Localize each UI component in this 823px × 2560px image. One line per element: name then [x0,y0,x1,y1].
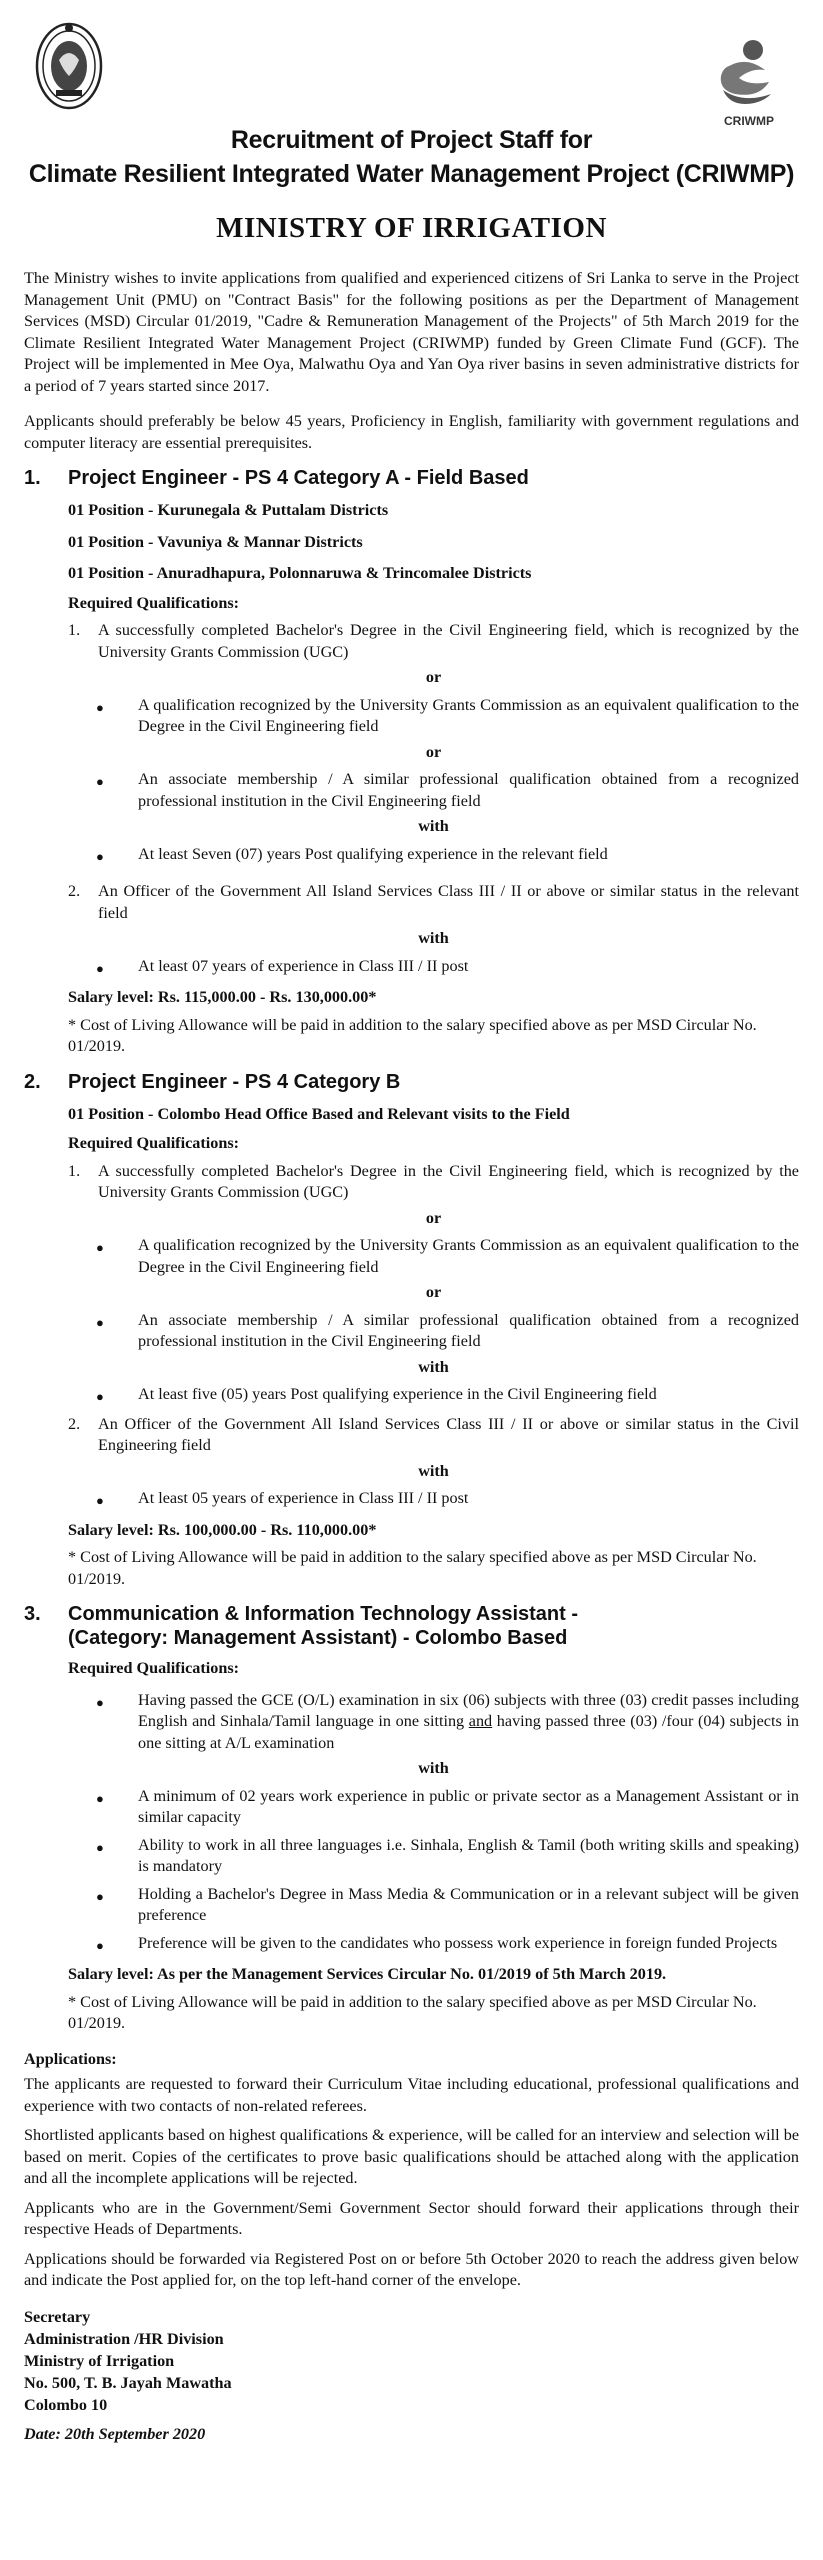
bullet-icon: ● [96,774,104,789]
postal-address [24,2306,799,2416]
connector-with: with [418,929,449,947]
item-text: An Officer of the Government All Island Services Class III / II or above or similar status in the Civil Engineering field [98,1414,799,1454]
qualification-item [68,1414,799,1457]
bullet-text-part: Having passed the GCE (O/L) examination in six (06) subjects with three (03) credit passes including English and Sinhala/Tamil language in one sitting [138,1690,799,1730]
section-title: Project Engineer - PS 4 Category B [68,1070,401,1093]
salary-level: Salary level: Rs. 100,000.00 - Rs. 110,000.00* [68,1520,377,1539]
bullet-item [96,1786,799,1829]
connector-with: with [418,1461,449,1480]
cola-note: * Cost of Living Allowance will be paid in addition to the salary specified above as per MSD Circular No. 01/2019. [68,1992,757,2032]
bullet-text: An associate membership / A similar professional qualification obtained from a recognized professional institution in the Civil Engineering field [138,770,799,810]
applications-paragraph: Shortlisted applicants based on highest qualifications & experience, will be called for an interview and selection will be based on merit. Copies of the certificates to prove basic qualifications should be attached along with the application and all the incomplete applications will be rejected. [24,2126,799,2187]
connector-or: or [425,1283,442,1301]
position-line: 01 Position - Anuradhapura, Polonnaruwa & Trincomalee Districts [68,564,532,582]
required-qualifications-label: Required Qualifications: [68,593,240,612]
connector-or: or [425,1208,442,1227]
bullet-item [96,1235,799,1278]
cola-note: * Cost of Living Allowance will be paid in addition to the salary specified above as per MSD Circular No. 01/2019. [68,1548,757,1588]
item-number: 2. [68,882,81,900]
qualification-item [68,620,799,663]
section-3-heading [24,1602,799,1650]
connector-with: with [418,1357,449,1376]
bullet-text: At least five (05) years Post qualifying experience in the Civil Engineering field [138,1385,657,1403]
applications-paragraph: Applications should be forwarded via Registered Post on or before 5th October 2020 to reach the address given below and indicate the Post applied for, on the top left-hand corner of the envelope. [24,2249,799,2289]
position-line: 01 Position - Vavuniya & Mannar Districts [68,532,363,551]
bullet-item [96,1488,799,1512]
bullet-text: A minimum of 02 years work experience in public or private sector as a Management Assistant or in similar capacity [138,1786,799,1826]
address-line: No. 500, T. B. Jayah Mawatha [24,2373,232,2392]
bullet-text: A qualification recognized by the University Grants Commission as an equivalent qualification to the Degree in the Civil Engineering field [138,1236,799,1276]
section-1-heading [24,466,799,490]
bullet-text [138,1690,799,1755]
document-body [24,268,799,2445]
intro-paragraph-2: Applicants should preferably be below 45 years, Proficiency in English, familiarity with government regulations and computer literacy are essential prerequisites. [24,412,799,452]
bullet-text: At least Seven (07) years Post qualifying experience in the relevant field [138,844,608,863]
title-line-2: Climate Resilient Integrated Water Management Project (CRIWMP) [28,160,795,188]
section-title: Project Engineer - PS 4 Category A - Field Based [68,467,529,489]
bullet-text: At least 05 years of experience in Class III / II post [138,1489,469,1507]
bullet-item [96,844,799,868]
required-qualifications-label: Required Qualifications: [68,1659,240,1677]
bullet-icon: ● [96,1937,104,1953]
bullet-text: Preference will be given to the candidates who possess work experience in foreign funded Projects [138,1933,778,1952]
intro-paragraph-1: The Ministry wishes to invite applications from qualified and experienced citizens of Sri Lanka to serve in the Project Management Unit (PMU) on "Contract Basis" for the following positions as per the Department of Management Services (MSD) Circular 01/2019, "Cadre & Remuneration Management of the Projects" of 5th March 2019 for the Climate Resilient Integrated Water Management Project (CRIWMP) funded by Green Climate Fund (GCF). The Project will be implemented in Mee Oya, Malwathu Oya and Yan Oya river basins in seven administrative districts for a period of 7 years started since 2017. [24,269,799,395]
bullet-item [96,956,799,980]
cola-note: * Cost of Living Allowance will be paid in addition to the salary specified above as per MSD Circular No. 01/2019. [68,1015,757,1055]
connector-with: with [418,1759,449,1777]
bullet-text: At least 07 years of experience in Class III / II post [138,956,469,975]
item-text: A successfully completed Bachelor's Degree in the Civil Engineering field, which is recognized by the University Grants Commission (UGC) [98,621,799,661]
connector-or: or [425,742,442,761]
qualification-item [68,1161,799,1204]
bullet-text: An associate membership / A similar professional qualification obtained from a recognized professional institution in the Civil Engineering field [138,1310,799,1350]
bullet-icon: ● [96,848,104,864]
bullet-item [96,1933,799,1957]
bullet-icon: ● [96,1839,104,1855]
connector-or: or [425,668,442,686]
address-line: Colombo 10 [24,2395,108,2414]
bullet-item [96,1690,799,1755]
water-hand-icon [709,32,789,112]
bullet-item [96,1384,799,1408]
item-number: 1. [68,621,81,639]
salary-level: Salary level: As per the Management Services Circular No. 01/2019 of 5th March 2019. [68,1965,667,1983]
connector-with: with [418,817,449,835]
bullet-icon: ● [96,1888,104,1904]
bullet-icon: ● [96,1314,104,1330]
section-2-heading [24,1070,799,1094]
bullet-item [96,769,799,812]
address-line: Administration /HR Division [24,2329,224,2348]
item-text: A successfully completed Bachelor's Degree in the Civil Engineering field, which is recognized by the University Grants Commission (UGC) [98,1161,799,1201]
position-line: 01 Position - Colombo Head Office Based and Relevant visits to the Field [68,1104,570,1123]
criwmp-logo [709,32,789,128]
bullet-item [96,1884,799,1927]
address-line: Secretary [24,2307,91,2326]
bullet-item [96,1310,799,1353]
bullet-icon: ● [96,960,104,976]
bullet-text: Holding a Bachelor's Degree in Mass Media & Communication or in a relevant subject will be given preference [138,1884,799,1924]
required-qualifications-label: Required Qualifications: [68,1134,240,1152]
bullet-item [96,695,799,738]
section-number: 2. [24,1070,41,1093]
title-line-1: Recruitment of Project Staff for [230,126,593,154]
advertisement-date: Date: 20th September 2020 [24,2424,206,2443]
applications-paragraph: The applicants are requested to forward their Curriculum Vitae including educational, professional qualifications and experience with two contacts of non-related referees. [24,2075,799,2115]
bullet-text: A qualification recognized by the University Grants Commission as an equivalent qualification to the Degree in the Civil Engineering field [138,695,799,735]
bullet-icon: ● [96,1493,104,1508]
ministry-title: MINISTRY OF IRRIGATION [216,212,607,244]
address-line: Ministry of Irrigation [24,2351,175,2370]
bullet-icon: ● [96,1790,104,1806]
underlined-and: and [468,1712,493,1730]
section-title-line-1: Communication & Information Technology Assistant - [68,1603,579,1625]
item-number: 2. [68,1414,81,1433]
section-title-line-2: (Category: Management Assistant) - Colombo Based [68,1627,568,1649]
position-line: 01 Position - Kurunegala & Puttalam Districts [68,501,389,519]
salary-level: Salary level: Rs. 115,000.00 - Rs. 130,000.00* [68,988,377,1006]
applications-heading: Applications: [24,2049,117,2068]
item-number: 1. [68,1161,81,1180]
bullet-icon: ● [96,699,104,715]
applications-paragraph: Applicants who are in the Government/Semi Government Sector should forward their applications through their respective Heads of Departments. [24,2198,799,2238]
section-title [68,1602,578,1650]
bullet-text: Ability to work in all three languages i.e. Sinhala, English & Tamil (both writing skills and speaking) is mandatory [138,1835,799,1875]
section-number: 1. [24,467,41,489]
bullet-text-part: having passed three (03) /four (04) subjects in one sitting at A/L examination [138,1712,799,1752]
bullet-icon: ● [96,1389,104,1404]
sri-lanka-emblem-icon [34,20,104,110]
logo-text: CRIWMP [724,114,774,128]
bullet-item [96,1835,799,1878]
section-number: 3. [24,1603,41,1625]
item-text: An Officer of the Government All Island Services Class III / II or above or similar status in the relevant field [98,882,799,922]
qualification-item [68,881,799,924]
bullet-icon: ● [96,1694,104,1710]
bullet-icon: ● [96,1240,104,1255]
